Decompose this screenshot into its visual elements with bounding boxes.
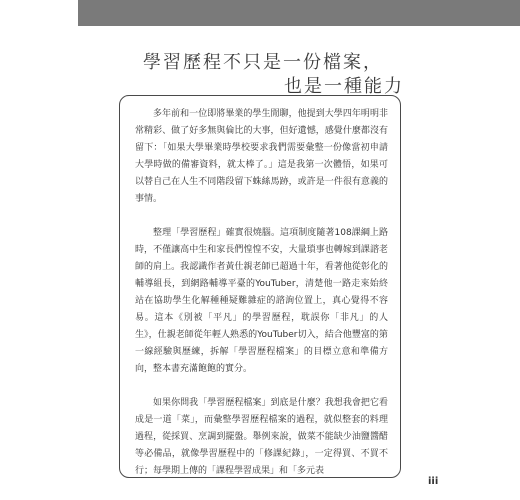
header-bar: [78, 0, 520, 26]
content-box: [119, 95, 401, 478]
title-line-1: 學習歷程不只是一份檔案，: [143, 52, 383, 73]
paragraph-2: 整理「學習歷程」確實很燒腦。這項制度隨著108課綱上路時，不僅讓高中生和家長們惶惶不安，大量瑣事也轉嫁到課諮老師的肩上。我認識作者黃仕親老師已超過十年，看著他從彰化的輔導組長，到網路輔導平臺的YouTuber，清楚他一路走來始終站在協助學生化解種種疑難雜症的諮詢位置上，真心覺得不容易。這本《別被「平凡」的學習歷程，耽誤你「非凡」的人生》，仕親老師從年輕人熟悉的YouTuber切入，結合他豐富的第一線經驗與歷練，拆解「學習歷程檔案」的目標立意和準備方向，整本書充滿飽飽的實分。: [135, 228, 388, 374]
page-number: iii: [428, 476, 439, 487]
title-line-2: 也是一種能力: [284, 76, 404, 97]
paragraph-1: 多年前和一位即將畢業的學生閒聊，他提到大學四年明明非常精彩、做了好多無與倫比的大事，但好遺憾，感覺什麼都沒有留下：「如果大學畢業時學校要求我們需要彙整一份像當初申請大學時做的備審資料，就太棒了。」這是我第一次體悟，如果可以替自己在人生不同階段留下蛛絲馬跡，或許是一件很有意義的事情。: [135, 109, 388, 204]
paragraph-3: 如果你問我「學習歷程檔案」到底是什麼？我想我會把它看成是一道「菜」，而彙整學習歷程檔案的過程，就似整套的料理過程，從採買、烹調到擺盤。舉例來說，做菜不能缺少油鹽醬醋等必備品，就像學習歷程中的「修課紀錄」，一定得買、不買不行；每學期上傳的「課程學習成果」和「多元表: [135, 398, 388, 476]
paragraph-gap: [135, 208, 388, 225]
paragraph-gap: [135, 378, 388, 395]
